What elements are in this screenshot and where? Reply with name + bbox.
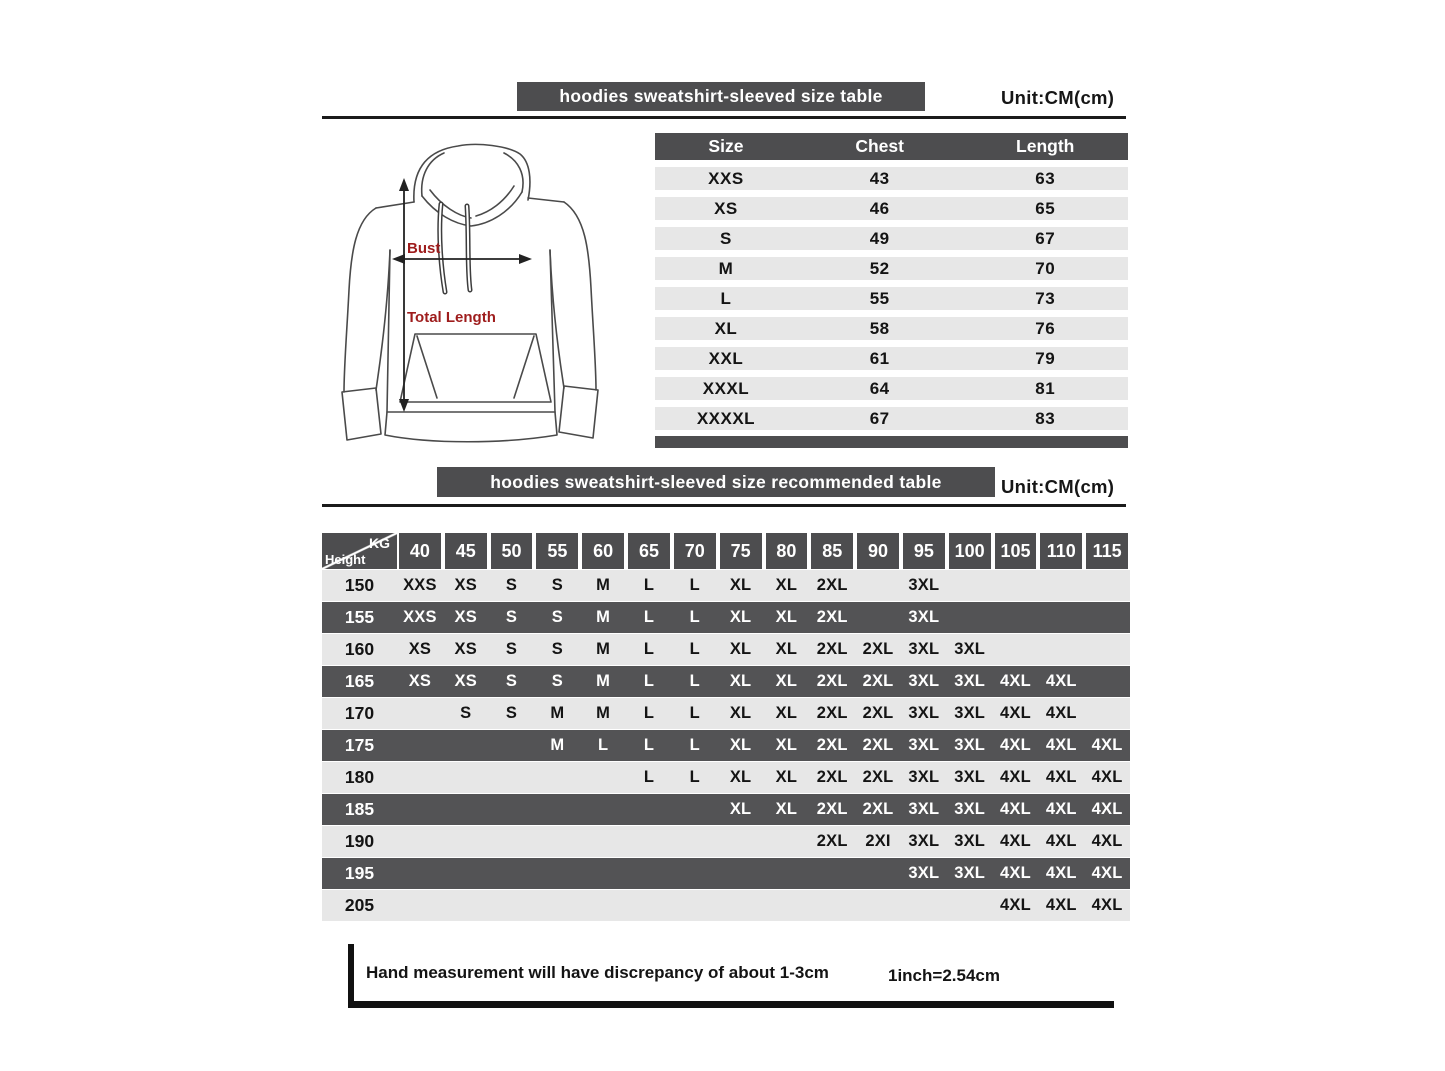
- matrix-size-cell: 4XL: [1045, 704, 1077, 722]
- hood-fold-left: [430, 190, 471, 218]
- matrix-size-cell: L: [643, 736, 655, 754]
- matrix-size-cell: 2XL: [816, 704, 848, 722]
- matrix-size-cell: XL: [775, 736, 798, 754]
- size-table-cell: 76: [1035, 318, 1056, 338]
- matrix-size-cell: L: [643, 672, 655, 690]
- shoulder-left: [376, 202, 414, 208]
- matrix-size-cell: 2XL: [816, 608, 848, 626]
- matrix-size-cell: 4XL: [1000, 704, 1031, 722]
- matrix-size-cell: 2XL: [862, 640, 894, 658]
- matrix-size-cell: 3XL: [954, 832, 986, 850]
- size-table-cell: XXS: [708, 168, 744, 188]
- size-table-cell: 81: [1035, 378, 1056, 398]
- matrix-size-cell: XL: [775, 704, 798, 722]
- hood-fold-right: [476, 186, 514, 216]
- hood-edge-left: [422, 153, 444, 196]
- weight-column-header: 50: [491, 533, 533, 569]
- matrix-size-cell: 4XL: [1000, 672, 1031, 690]
- matrix-size-cell: L: [689, 736, 700, 754]
- matrix-size-cell: 4XL: [1045, 864, 1077, 882]
- size-table-cell: 46: [869, 198, 890, 218]
- size-table-cell: 61: [869, 348, 890, 368]
- size-table-cell: 43: [869, 168, 890, 188]
- weight-column-header: 90: [857, 533, 899, 569]
- size-table-column-header: Length: [1016, 136, 1075, 156]
- inch-conversion-note: 1inch=2.54cm: [888, 966, 1000, 985]
- matrix-size-cell: XL: [775, 768, 798, 786]
- matrix-row: [322, 634, 1130, 665]
- matrix-row: [322, 602, 1130, 633]
- size-table-cell: 55: [869, 288, 890, 308]
- matrix-size-cell: L: [689, 640, 700, 658]
- matrix-height-label: 165: [344, 671, 375, 691]
- matrix-body: [322, 570, 1130, 921]
- weight-column-header: 110: [1040, 533, 1082, 569]
- size-table-column-header: Chest: [855, 136, 904, 156]
- measurement-note: Hand measurement will have discrepancy of about 1-3cm: [366, 963, 829, 982]
- size-table-cell: 63: [1035, 168, 1056, 188]
- matrix-size-cell: L: [689, 768, 700, 786]
- matrix-size-cell: 2XL: [816, 768, 848, 786]
- matrix-size-cell: 4XL: [1091, 864, 1123, 882]
- matrix-size-cell: XL: [729, 672, 752, 690]
- matrix-size-cell: 3XL: [954, 640, 986, 658]
- matrix-height-label: 190: [344, 831, 375, 851]
- matrix-size-cell: L: [643, 704, 655, 722]
- weight-column-header: 75: [720, 533, 762, 569]
- matrix-size-cell: 3XL: [908, 832, 940, 850]
- matrix-size-cell: L: [689, 704, 700, 722]
- size-table-body: [655, 167, 1128, 430]
- size-table-column-header: Size: [708, 136, 744, 156]
- matrix-size-cell: 3XL: [908, 640, 940, 658]
- matrix-size-cell: 3XL: [908, 736, 940, 754]
- matrix-height-label: 185: [344, 799, 375, 819]
- size-table-row: [655, 287, 1128, 310]
- matrix-height-label: 180: [344, 767, 375, 787]
- matrix-size-cell: 3XL: [908, 704, 940, 722]
- matrix-row: [322, 890, 1130, 921]
- matrix-size-cell: S: [551, 640, 563, 658]
- matrix-size-cell: M: [596, 640, 611, 658]
- weight-column-header: 45: [445, 533, 487, 569]
- size-table-cell: 73: [1035, 288, 1056, 308]
- size-table-cell: 64: [869, 378, 890, 398]
- weight-column-header: 115: [1086, 533, 1128, 569]
- matrix-size-cell: 4XL: [1000, 832, 1031, 850]
- matrix-size-cell: 4XL: [1045, 672, 1077, 690]
- matrix-size-cell: XS: [454, 640, 477, 658]
- matrix-size-cell: 2XL: [816, 800, 848, 818]
- pocket: [400, 334, 551, 402]
- matrix-size-cell: XXS: [403, 576, 437, 594]
- size-table-row: [655, 227, 1128, 250]
- matrix-row: [322, 666, 1130, 697]
- total-length-label: Total Length: [407, 309, 496, 326]
- matrix-size-cell: 4XL: [1045, 768, 1077, 786]
- matrix-size-cell: 3XL: [908, 768, 940, 786]
- unit-label-bottom: Unit:CM(cm): [1001, 476, 1115, 497]
- matrix-size-cell: M: [596, 672, 611, 690]
- hoodie-measurement-diagram: [318, 132, 618, 457]
- matrix-size-cell: 2XL: [862, 768, 894, 786]
- matrix-size-cell: 2XL: [862, 672, 894, 690]
- matrix-size-cell: 3XL: [954, 864, 986, 882]
- matrix-size-cell: 4XL: [1091, 736, 1123, 754]
- weight-column-header: 55: [536, 533, 578, 569]
- matrix-size-cell: XXS: [403, 608, 437, 626]
- weight-column-header: 100: [949, 533, 991, 569]
- size-table-cell: 58: [869, 318, 890, 338]
- matrix-header-row: [322, 533, 1130, 569]
- matrix-size-cell: S: [551, 576, 563, 594]
- matrix-size-cell: 2XL: [862, 800, 894, 818]
- matrix-size-cell: 4XL: [1000, 736, 1031, 754]
- matrix-size-cell: S: [505, 672, 518, 690]
- matrix-size-cell: XL: [775, 672, 798, 690]
- matrix-size-cell: 2XL: [816, 672, 848, 690]
- sleeve-left-outer: [344, 208, 376, 392]
- matrix-size-cell: 2XL: [816, 736, 848, 754]
- size-table-cell: 67: [1035, 228, 1056, 248]
- matrix-size-cell: XS: [408, 672, 432, 690]
- size-table-cell: 49: [869, 228, 890, 248]
- matrix-size-cell: 4XL: [1045, 736, 1077, 754]
- matrix-size-cell: 4XL: [1000, 864, 1031, 882]
- size-table-cell: 70: [1035, 258, 1056, 278]
- pocket-opening-left: [417, 336, 437, 398]
- matrix-size-cell: 3XL: [908, 608, 940, 626]
- matrix-size-cell: S: [551, 672, 563, 690]
- matrix-size-cell: S: [460, 704, 472, 722]
- size-table-bottom-bar: [655, 436, 1128, 448]
- pocket-opening-right: [514, 336, 534, 398]
- size-table-cell: XXXL: [702, 378, 750, 398]
- size-table-cell: XS: [714, 198, 738, 218]
- matrix-size-cell: 4XL: [1045, 800, 1077, 818]
- matrix-size-cell: 4XL: [1000, 768, 1031, 786]
- matrix-size-cell: XL: [729, 576, 752, 594]
- matrix-size-cell: L: [689, 576, 700, 594]
- weight-column-header: 105: [995, 533, 1037, 569]
- matrix-size-cell: 3XL: [954, 800, 986, 818]
- recommended-table-title: hoodies sweatshirt-sleeved size recommended table: [490, 471, 942, 492]
- matrix-size-cell: L: [643, 608, 655, 626]
- matrix-row: [322, 730, 1130, 761]
- matrix-size-cell: XS: [454, 576, 477, 594]
- matrix-size-cell: 4XL: [1000, 800, 1031, 818]
- matrix-size-cell: XS: [408, 640, 432, 658]
- matrix-size-cell: 2XL: [862, 704, 894, 722]
- matrix-size-cell: XL: [729, 608, 752, 626]
- bust-label: Bust: [407, 240, 441, 257]
- size-table-cell: 65: [1035, 198, 1056, 218]
- weight-column-header: 40: [399, 533, 441, 569]
- recommend-matrix: [322, 533, 1130, 921]
- corner-kg-label: KG: [369, 535, 390, 551]
- matrix-size-cell: 3XL: [908, 864, 940, 882]
- size-table-header: [655, 133, 1128, 160]
- matrix-size-cell: 2XL: [862, 736, 894, 754]
- matrix-size-cell: XL: [775, 608, 798, 626]
- matrix-size-cell: 4XL: [1091, 768, 1123, 786]
- size-table-cell: M: [718, 258, 734, 278]
- divider-bottom: [322, 504, 1126, 507]
- sleeve-right-outer: [564, 202, 596, 390]
- matrix-size-cell: 2XL: [816, 576, 848, 594]
- matrix-size-cell: XL: [775, 800, 798, 818]
- size-table-cell: XXXXL: [696, 408, 756, 428]
- unit-label-top: Unit:CM(cm): [1001, 87, 1115, 108]
- matrix-size-cell: 3XL: [954, 672, 986, 690]
- matrix-row: [322, 794, 1130, 825]
- torso-right: [550, 250, 555, 412]
- size-table-cell: 79: [1035, 348, 1056, 368]
- matrix-size-cell: 4XL: [1045, 896, 1077, 914]
- matrix-size-cell: 3XL: [908, 576, 940, 594]
- matrix-size-cell: 3XL: [908, 800, 940, 818]
- matrix-size-cell: 4XL: [1091, 832, 1123, 850]
- size-table-cell: S: [720, 228, 732, 248]
- cuff-right: [559, 386, 598, 438]
- matrix-size-cell: M: [596, 576, 611, 594]
- matrix-row: [322, 826, 1130, 857]
- matrix-size-cell: 4XL: [1000, 896, 1031, 914]
- matrix-size-cell: M: [550, 704, 565, 722]
- weight-column-header: 95: [903, 533, 945, 569]
- footer-bottom-bar: [348, 1001, 1114, 1008]
- matrix-size-cell: 3XL: [954, 736, 986, 754]
- matrix-size-cell: XS: [454, 608, 477, 626]
- matrix-height-label: 175: [344, 735, 375, 755]
- matrix-size-cell: 4XL: [1091, 896, 1123, 914]
- weight-column-header: 80: [766, 533, 808, 569]
- matrix-size-cell: XL: [775, 576, 798, 594]
- size-table-row: [655, 317, 1128, 340]
- size-table-cell: L: [720, 288, 732, 308]
- matrix-size-cell: S: [551, 608, 563, 626]
- matrix-size-cell: S: [505, 640, 518, 658]
- weight-column-header: 65: [628, 533, 670, 569]
- size-table: [655, 133, 1128, 448]
- matrix-size-cell: M: [596, 704, 611, 722]
- matrix-size-cell: L: [689, 672, 700, 690]
- matrix-size-cell: 3XL: [908, 672, 940, 690]
- matrix-size-cell: M: [550, 736, 565, 754]
- divider-top: [322, 116, 1126, 119]
- size-table-cell: 67: [869, 408, 890, 428]
- matrix-height-label: 150: [344, 575, 375, 595]
- weight-column-header: 60: [582, 533, 624, 569]
- size-table-cell: 52: [869, 258, 890, 278]
- size-table-cell: XXL: [708, 348, 744, 368]
- matrix-size-cell: M: [596, 608, 611, 626]
- matrix-size-cell: 2XL: [816, 832, 848, 850]
- weight-column-header: 85: [811, 533, 853, 569]
- size-table-row: [655, 347, 1128, 370]
- matrix-size-cell: 2XI: [865, 832, 891, 850]
- size-table-row: [655, 377, 1128, 400]
- footer-left-bar: [348, 944, 354, 1006]
- matrix-size-cell: L: [643, 640, 655, 658]
- matrix-size-cell: 4XL: [1045, 832, 1077, 850]
- size-table-title: hoodies sweatshirt-sleeved size table: [559, 86, 883, 106]
- matrix-size-cell: S: [505, 576, 518, 594]
- matrix-size-cell: 3XL: [954, 704, 986, 722]
- matrix-size-cell: S: [505, 704, 518, 722]
- shoulder-right: [528, 198, 564, 202]
- matrix-size-cell: 3XL: [954, 768, 986, 786]
- corner-height-label: Height: [325, 552, 366, 567]
- matrix-size-cell: L: [689, 608, 700, 626]
- matrix-height-label: 155: [344, 607, 375, 627]
- hood-outline: [414, 144, 530, 202]
- matrix-size-cell: 4XL: [1091, 800, 1123, 818]
- size-table-row: [655, 257, 1128, 280]
- matrix-size-cell: XL: [729, 736, 752, 754]
- matrix-height-label: 170: [344, 703, 375, 723]
- matrix-size-cell: XL: [729, 640, 752, 658]
- matrix-size-cell: XL: [775, 640, 798, 658]
- size-table-title-bar: [517, 82, 925, 111]
- matrix-size-cell: S: [505, 608, 518, 626]
- matrix-height-label: 195: [344, 863, 375, 883]
- matrix-height-label: 160: [344, 639, 375, 659]
- matrix-size-cell: L: [643, 576, 655, 594]
- matrix-size-cell: L: [598, 736, 609, 754]
- recommended-table-title-bar: [437, 467, 995, 497]
- matrix-height-label: 205: [344, 895, 375, 915]
- matrix-row: [322, 698, 1130, 729]
- matrix-row: [322, 570, 1130, 601]
- matrix-row: [322, 858, 1130, 889]
- weight-column-header: 70: [674, 533, 716, 569]
- matrix-corner-cell: [322, 533, 397, 569]
- matrix-size-cell: 2XL: [816, 640, 848, 658]
- size-table-cell: 83: [1035, 408, 1056, 428]
- matrix-size-cell: XL: [729, 704, 752, 722]
- size-table-row: [655, 197, 1128, 220]
- hem-band: [385, 412, 557, 442]
- cuff-left: [342, 388, 381, 440]
- matrix-size-cell: XS: [454, 672, 477, 690]
- matrix-size-cell: L: [643, 768, 655, 786]
- matrix-size-cell: XL: [729, 768, 752, 786]
- size-table-row: [655, 167, 1128, 190]
- size-table-row: [655, 407, 1128, 430]
- matrix-row: [322, 762, 1130, 793]
- size-table-cell: XL: [714, 318, 738, 338]
- matrix-size-cell: XL: [729, 800, 752, 818]
